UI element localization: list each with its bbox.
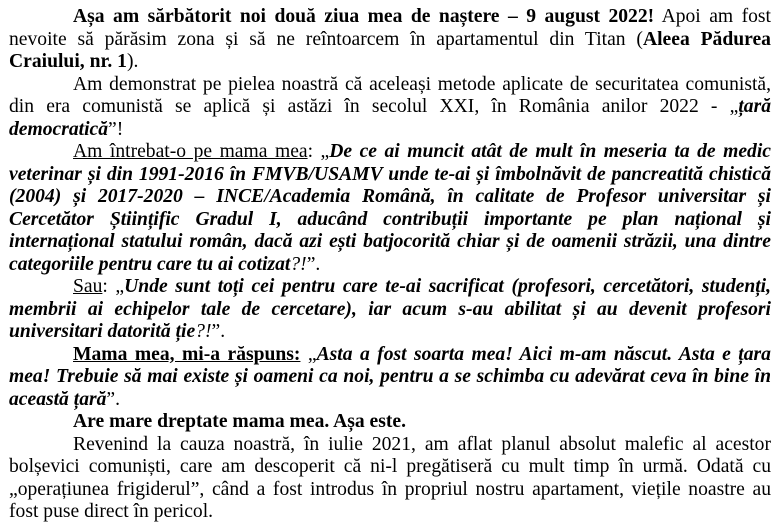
- asked-mother-text: Am întrebat-o pe mama mea: [73, 141, 308, 162]
- paragraph-birthday: [9, 0, 771, 74]
- birthday-heading: Așa am sărbătorit noi două ziua mea de naștere – 9 august 2022!: [73, 6, 655, 27]
- answer-quote: Asta a fost soarta mea! Aici m-am născut. Asta e țara mea! Trebuie să mai existe și oameni ca noi, pentru a se schimba cu adevărat ceva în bine în această țară: [9, 343, 771, 410]
- birthday-text: Apoi am fost nevoite să părăsim zona și să ne reîntoarcem în apartamentul din Titan (: [9, 6, 771, 50]
- democratic-country-text: țară democratică: [9, 96, 771, 140]
- question-2-quote: Unde sunt toți cei pentru care te-ai sacrificat (profesori, cercetători, studenți, membrii ai echipelor tale de cercetare), iar acum s-au abilitat și au devenit profesori universitari datorită ție: [9, 276, 771, 342]
- answer-end: ”.: [106, 388, 121, 410]
- paragraph-methods: [9, 74, 771, 142]
- returning-text: Revenind la cauza noastră, în iulie 2021, am aflat planul absolut malefic al acestor bolșevici comuniști, care am descoperit că ni-l pregătiseră cu mult timp în urmă. Odată cu „operațiunea frigiderul”, când a fost introdus în propriul nostru apartament, viețile noastre au fost puse direct în pericol.: [9, 433, 771, 522]
- question-1-colon: : „: [307, 141, 330, 162]
- question-1-marks: ?!: [290, 253, 307, 275]
- question-1-quote: De ce ai muncit atât de mult în meseria ta de medic veterinar și din 1991-2016 în FMVB/USAMV unde te-ai și îmbolnăvit de pancreatită chistică (2004) și 2017-2020 – INCE/Academia Română, în calitate de Profesor universitar și Cercetător Științific Gradul I, aducând contribuții importante pe plan național și internațional statului român, dacă azi ești batjocorită chiar și de oamenii străzii, una dintre categoriile pentru care tu ai cotizat: [9, 141, 771, 275]
- methods-end: ”!: [108, 118, 124, 140]
- paragraph-mother-answer: [9, 344, 771, 412]
- paragraph-returning: [9, 434, 771, 524]
- birthday-end: ).: [126, 51, 139, 72]
- question-2-marks: ?!: [195, 321, 212, 342]
- agreement-text: Are mare dreptate mama mea. Așa este.: [73, 411, 406, 432]
- paragraph-question-1: [9, 141, 771, 276]
- address-text: Aleea Pădurea Craiului, nr. 1: [9, 28, 771, 72]
- mother-answered-text: Mama mea, mi-a răspuns:: [73, 343, 301, 365]
- question-2-colon: : „: [102, 276, 125, 297]
- or-text: Sau: [73, 276, 103, 297]
- paragraph-agreement: [9, 411, 771, 434]
- methods-text: Am demonstrat pe pielea noastră că aceleași metode aplicate de securitatea comunistă, din era comunistă se aplică și astăzi în secolul XXI, în România anilor 2022 - „: [9, 73, 771, 117]
- question-1-end: ”.: [306, 253, 321, 275]
- answer-open: „: [300, 343, 317, 365]
- paragraph-question-2: [9, 276, 771, 344]
- question-2-end: ”.: [211, 321, 226, 342]
